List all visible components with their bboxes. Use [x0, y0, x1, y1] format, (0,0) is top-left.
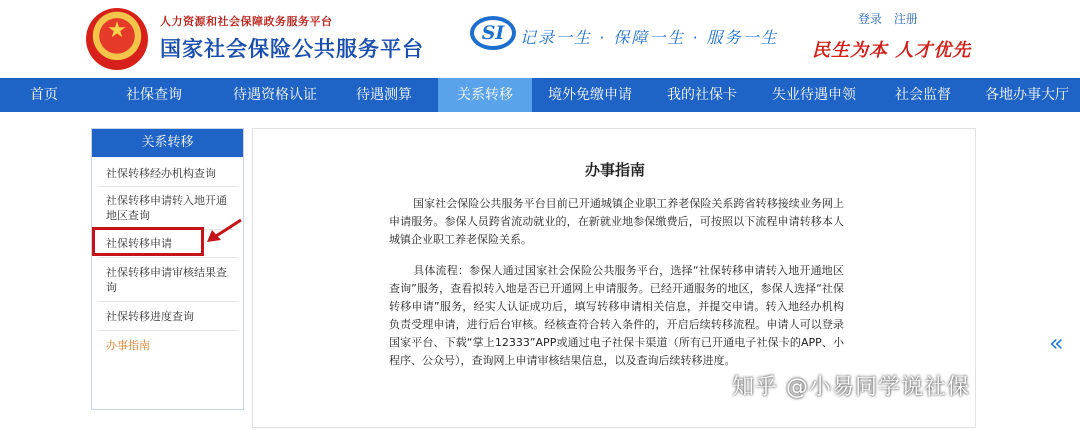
nav-item-transfer[interactable]: 关系转移	[438, 78, 532, 112]
national-emblem-icon: ★	[86, 8, 148, 70]
header-motto: 民生为本 人才优先	[812, 40, 972, 61]
sidebar-item-transfer-apply[interactable]: 社保转移申请	[106, 237, 172, 250]
nav-item-eligibility[interactable]: 待遇资格认证	[233, 87, 317, 103]
sidebar-item-review-result[interactable]: 社保转移申请审核结果查询	[106, 266, 227, 294]
main-nav	[0, 78, 1080, 112]
login-link[interactable]: 登录	[858, 12, 883, 26]
nav-item-overseas[interactable]: 境外免缴申请	[548, 87, 632, 103]
sidebar-item-agency-query[interactable]: 社保转移经办机构查询	[106, 167, 216, 180]
si-logo-icon: SI	[470, 16, 516, 50]
guide-paragraph-process-text: 具体流程：参保人通过国家社会保险公共服务平台，选择“社保转移申请转入地开通地区查询”服务，查看拟转入地是否已开通网上申请服务。已经开通服务的地区，参保人选择“社保转移申请”服务，经实人认证成功后，填写转移申请相关信息，并提交申请。转入地经办机构负责受理申请，进行后台审核。经核查符合转入条件的，开启后续转移流程。申请人可以登录国家平台、下载“掌上12333”APP或通过电子社保卡渠道（所有已开通电子社保卡的APP、小程序、公众号），查询网上申请审核结果信息，以及查询后续转移进度。	[389, 264, 844, 367]
nav-item-home[interactable]: 首页	[30, 87, 58, 103]
sidebar-divider	[98, 257, 238, 258]
guide-paragraph-intro-text: 国家社会保险公共服务平台目前已开通城镇企业职工养老保险关系跨省转移接续业务网上申请服务。参保人员跨省流动就业的，在新就业地参保缴费后，可按照以下流程申请转移本人城镇企业职工养老保险关系。	[389, 197, 844, 246]
nav-item-unemployment[interactable]: 失业待遇申领	[772, 87, 856, 103]
nav-item-my-card[interactable]: 我的社保卡	[667, 87, 737, 103]
nav-item-supervision[interactable]: 社会监督	[895, 87, 951, 103]
sidebar-title: 关系转移	[92, 129, 243, 157]
nav-item-benefit-calc[interactable]: 待遇测算	[356, 87, 412, 103]
watermark: 知乎 @小易同学说社保	[732, 375, 970, 400]
sidebar-item-open-region-query[interactable]: 社保转移申请转入地开通地区查询	[106, 194, 227, 222]
sidebar-item-guide[interactable]: 办事指南	[106, 339, 150, 352]
red-arrow-icon	[205, 216, 245, 244]
highlight-box	[92, 227, 204, 256]
header-subtitle: 人力资源和社会保障政务服务平台	[160, 15, 333, 28]
site-title[interactable]: 国家社会保险公共服务平台	[160, 37, 424, 61]
sidebar-divider	[98, 330, 238, 331]
nav-item-social-query[interactable]: 社保查询	[126, 87, 182, 103]
sidebar-item-progress-query[interactable]: 社保转移进度查询	[106, 310, 194, 323]
sidebar-divider	[98, 301, 238, 302]
sidebar	[91, 128, 244, 410]
guide-paragraph-intro	[389, 195, 844, 249]
header-slogan: 记录一生 · 保障一生 · 服务一生	[520, 28, 779, 47]
nav-item-local-halls[interactable]: 各地办事大厅	[985, 87, 1069, 103]
sidebar-divider	[98, 186, 238, 187]
site-header	[0, 0, 1080, 78]
account-links	[858, 10, 926, 27]
guide-paragraph-process	[389, 262, 844, 370]
register-link[interactable]: 注册	[893, 12, 918, 26]
double-chevron-left-icon[interactable]: «	[1049, 329, 1064, 357]
guide-title: 办事指南	[584, 161, 645, 179]
